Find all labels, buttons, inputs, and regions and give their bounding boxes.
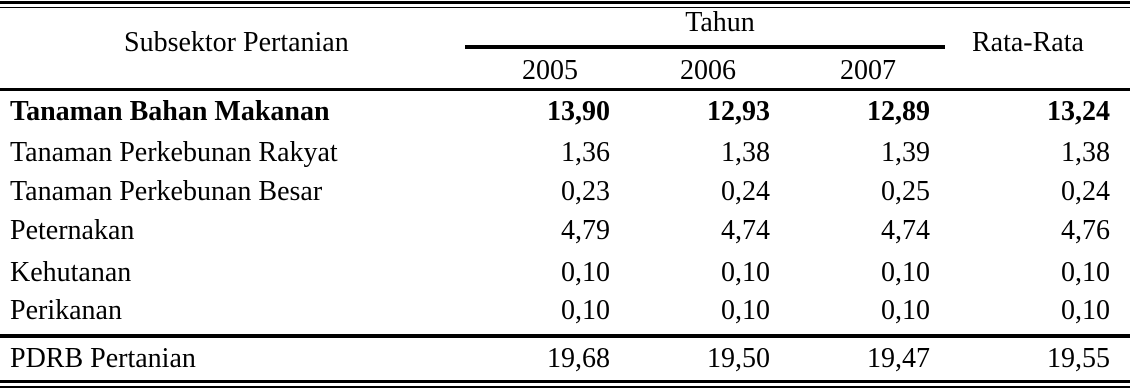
total-value-2005: 19,68 <box>547 343 610 374</box>
total-value-2006: 19,50 <box>707 343 770 374</box>
row-value-2007: 0,25 <box>881 176 930 207</box>
row-label: Perikanan <box>10 295 122 326</box>
table-top-rule <box>0 1 1130 4</box>
total-value-2007: 19,47 <box>867 343 930 374</box>
row-label: Kehutanan <box>10 257 132 288</box>
row-value-average: 13,24 <box>1047 96 1110 127</box>
header-year-2007: 2007 <box>840 55 896 86</box>
total-value-average: 19,55 <box>1047 343 1110 374</box>
row-value-average: 0,24 <box>1061 176 1110 207</box>
row-value-2007: 4,74 <box>881 215 930 246</box>
total-label: PDRB Pertanian <box>10 343 196 374</box>
row-value-2007: 0,10 <box>881 257 930 288</box>
row-value-2005: 4,79 <box>561 215 610 246</box>
header-year-2006: 2006 <box>680 55 736 86</box>
row-value-2005: 1,36 <box>561 137 610 168</box>
row-value-2006: 1,38 <box>721 137 770 168</box>
row-value-average: 0,10 <box>1061 295 1110 326</box>
row-value-2007: 12,89 <box>867 96 930 127</box>
header-year-rule <box>465 45 945 49</box>
row-value-2006: 0,24 <box>721 176 770 207</box>
row-label: Tanaman Bahan Makanan <box>10 96 330 127</box>
row-value-2005: 0,23 <box>561 176 610 207</box>
header-subsector: Subsektor Pertanian <box>124 27 349 58</box>
row-value-2006: 4,74 <box>721 215 770 246</box>
row-value-2006: 12,93 <box>707 96 770 127</box>
header-year-2005: 2005 <box>522 55 578 86</box>
row-label: Tanaman Perkebunan Rakyat <box>10 137 338 168</box>
row-value-2005: 0,10 <box>561 295 610 326</box>
row-label: Tanaman Perkebunan Besar <box>10 176 323 207</box>
table-top-rule-inner <box>0 7 1130 8</box>
row-value-average: 0,10 <box>1061 257 1110 288</box>
row-value-2007: 0,10 <box>881 295 930 326</box>
row-label: Peternakan <box>10 215 135 246</box>
row-value-average: 4,76 <box>1061 215 1110 246</box>
row-value-2005: 0,10 <box>561 257 610 288</box>
row-value-2006: 0,10 <box>721 257 770 288</box>
row-value-2007: 1,39 <box>881 137 930 168</box>
header-bottom-rule <box>0 88 1130 91</box>
row-value-2005: 13,90 <box>547 96 610 127</box>
header-year-group: Tahun <box>685 7 755 38</box>
row-value-2006: 0,10 <box>721 295 770 326</box>
row-value-average: 1,38 <box>1061 137 1110 168</box>
table-bottom-rule <box>0 380 1130 383</box>
total-top-rule <box>0 334 1130 338</box>
header-average: Rata-Rata <box>972 27 1084 58</box>
table-bottom-rule-inner <box>0 386 1130 388</box>
